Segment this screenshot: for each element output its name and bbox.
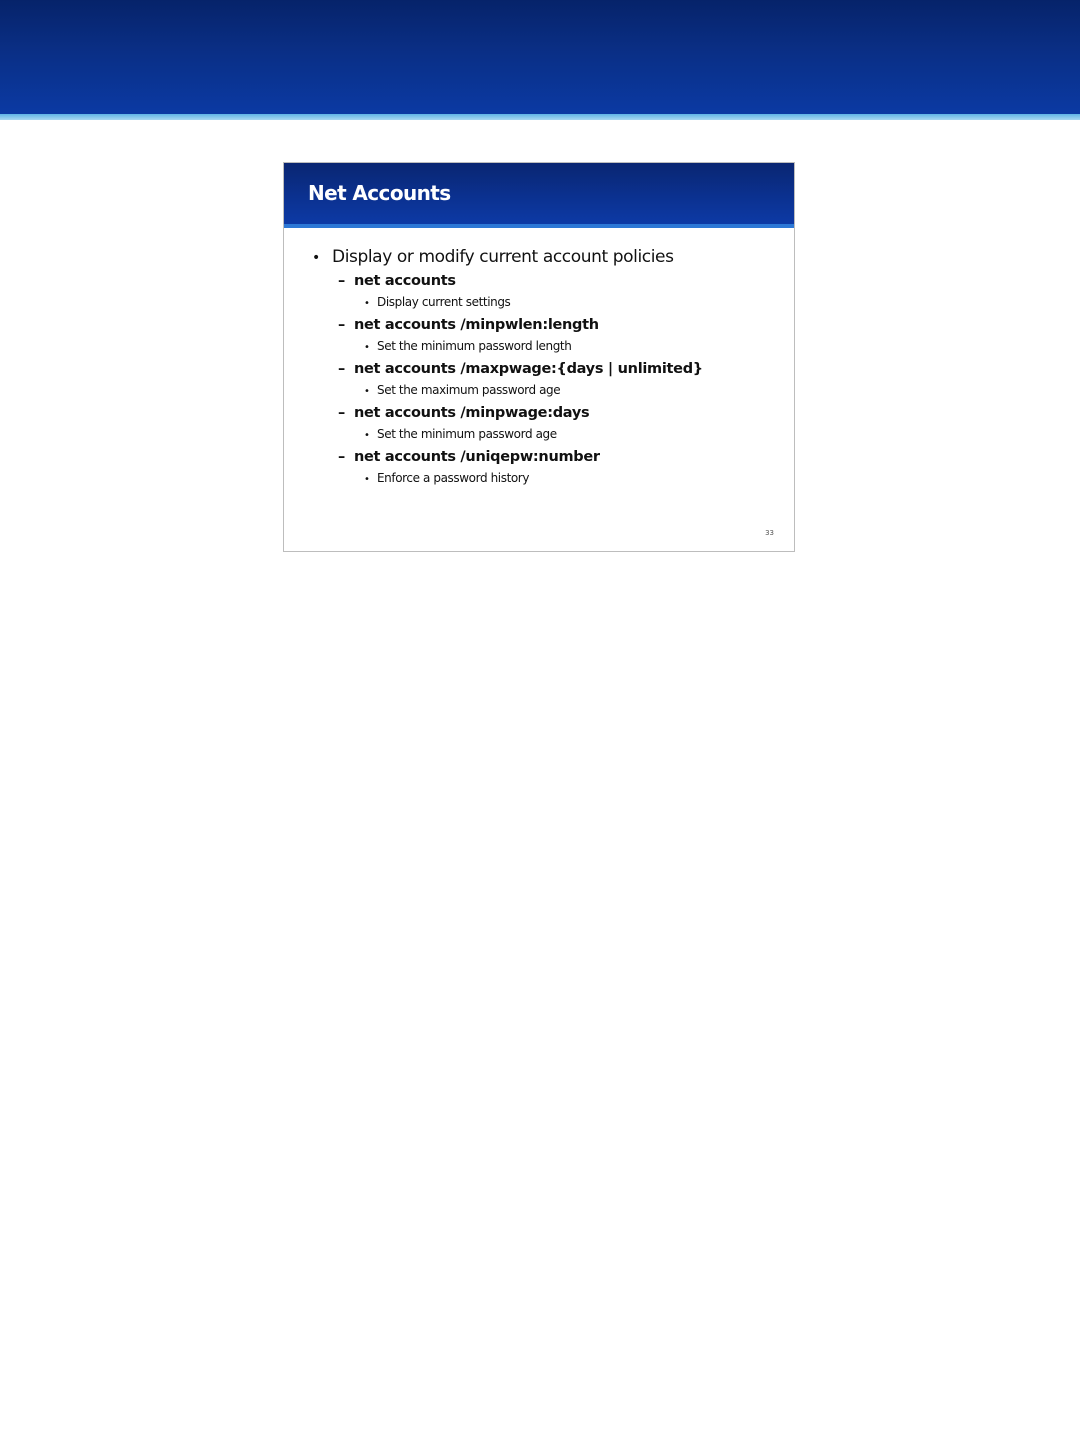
page-header-rule bbox=[0, 114, 1080, 120]
bullet-icon: • bbox=[364, 342, 370, 353]
slide-title: Net Accounts bbox=[308, 181, 451, 205]
command-text: net accounts /uniqepw:number bbox=[354, 449, 600, 465]
slide-title-rule bbox=[284, 224, 794, 228]
page-header-band bbox=[0, 0, 1080, 116]
command-text: net accounts bbox=[354, 273, 456, 289]
slide-thumbnail bbox=[283, 162, 795, 552]
description-text: Enforce a password history bbox=[377, 471, 530, 485]
command-description bbox=[364, 471, 784, 493]
description-text: Set the maximum password age bbox=[377, 383, 561, 397]
bullet-icon: • bbox=[364, 474, 370, 485]
command-text: net accounts /maxpwage:{days | unlimited} bbox=[354, 361, 703, 377]
slide-body bbox=[312, 247, 784, 493]
bullet-item bbox=[312, 247, 784, 273]
command-description bbox=[364, 295, 784, 317]
bullet-text: Display or modify current account policies bbox=[332, 247, 674, 267]
description-text: Set the minimum password length bbox=[377, 339, 572, 353]
command-item bbox=[338, 317, 784, 339]
command-text: net accounts /minpwage:days bbox=[354, 405, 590, 421]
dash-icon: – bbox=[338, 317, 345, 333]
command-item bbox=[338, 405, 784, 427]
command-item bbox=[338, 361, 784, 383]
command-description bbox=[364, 383, 784, 405]
dash-icon: – bbox=[338, 449, 345, 465]
slide-number: 33 bbox=[765, 529, 774, 537]
command-item bbox=[338, 273, 784, 295]
command-description bbox=[364, 427, 784, 449]
bullet-icon: • bbox=[312, 250, 320, 266]
description-text: Display current settings bbox=[377, 295, 511, 309]
bullet-icon: • bbox=[364, 386, 370, 397]
dash-icon: – bbox=[338, 273, 345, 289]
dash-icon: – bbox=[338, 361, 345, 377]
command-text: net accounts /minpwlen:length bbox=[354, 317, 599, 333]
bullet-icon: • bbox=[364, 430, 370, 441]
dash-icon: – bbox=[338, 405, 345, 421]
command-description bbox=[364, 339, 784, 361]
bullet-icon: • bbox=[364, 298, 370, 309]
description-text: Set the minimum password age bbox=[377, 427, 557, 441]
command-item bbox=[338, 449, 784, 471]
